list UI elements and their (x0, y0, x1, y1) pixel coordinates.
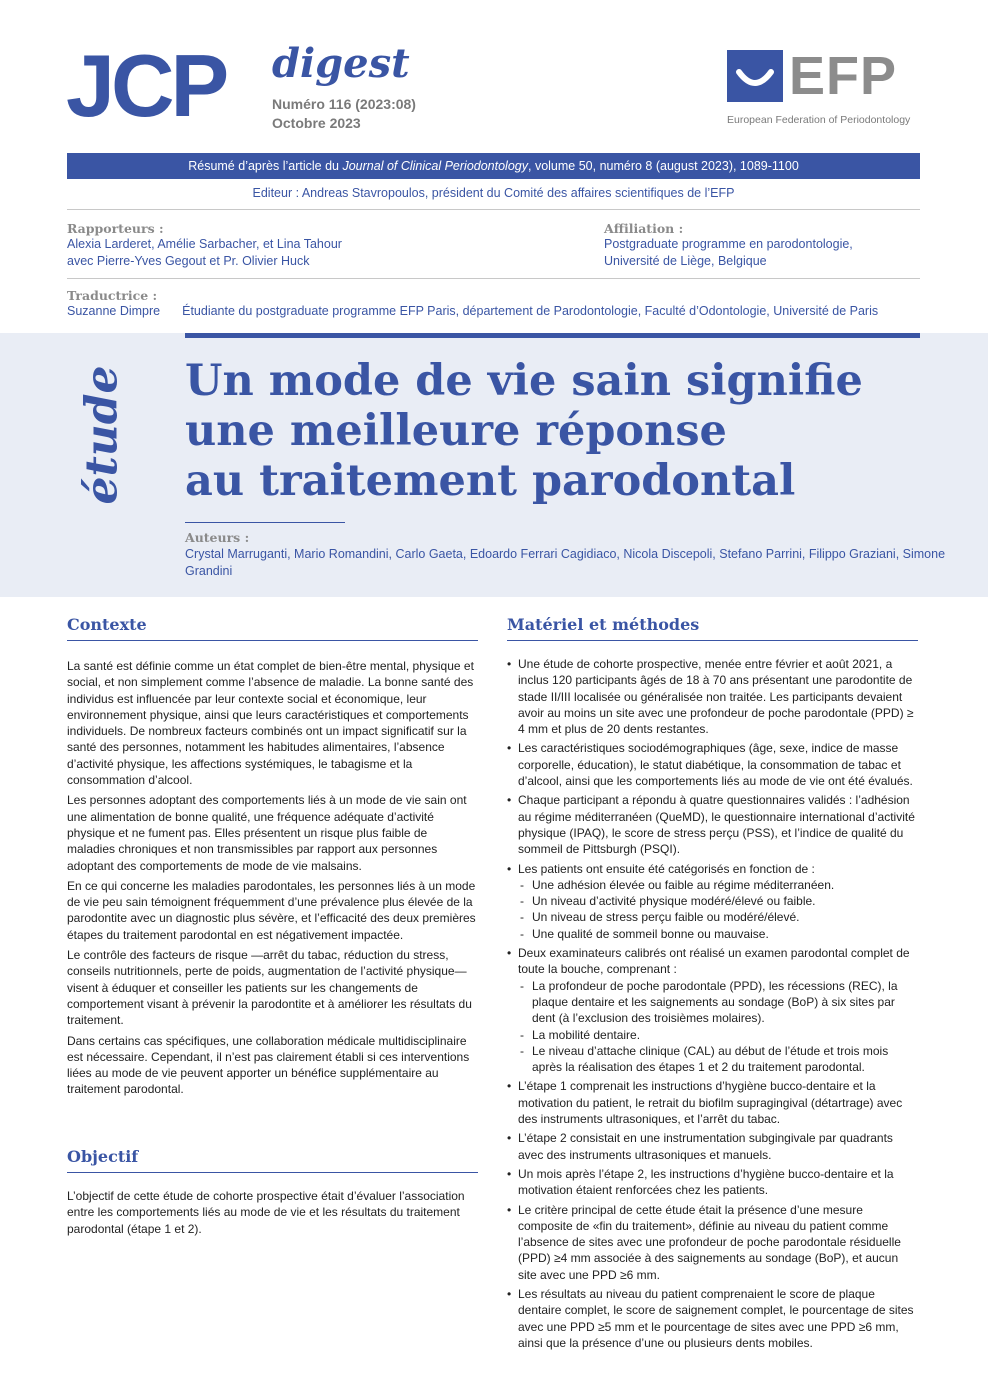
list-item: • Une étude de cohorte prospective, menée entre février et août 2021, a inclus 120 participants âgés de 18 à 70 ans présentant une parodontite de stade II/III localisée ou généralisée non traitée. Les participants devaient avoir au moins un site avec une profondeur de poche parodontale (PPD) ≥ 4 mm et plus de 20 dents restantes. (507, 656, 919, 737)
affiliation-block (604, 221, 920, 269)
list-item (507, 861, 919, 942)
section-rule (507, 640, 918, 641)
list-item-text: • Deux examinateurs calibrés ont réalisé un examen parodontal complet de toute la bouche, comprenant : (518, 946, 910, 977)
section-rule (67, 640, 478, 641)
paragraph: En ce qui concerne les maladies parodontales, les personnes liés à un mode de vie peu sain témoignent fréquemment d’une prévalence plus élevée de la parodontite avec un diagnostic plus sévère, et l’efficacité des deux premières étapes du traitement parodontal en est négativement impactée. (67, 878, 476, 942)
list-item: • Chaque participant a répondu à quatre questionnaires validés : l’adhésion au régime méditerranéen (QueMD), le questionnaire international d’activité physique (IPAQ), le score de stress perçu (PSS), et l’indice de qualité du sommeil de Pittsburgh (PSQI). (507, 792, 919, 857)
contexte-heading (67, 615, 478, 641)
list-item-text: • Les patients ont ensuite été catégorisés en fonction de : (518, 861, 815, 876)
efp-smile-mark (727, 50, 783, 102)
sub-item: - La mobilité dentaire. (518, 1027, 919, 1043)
paragraph: L’objectif de cette étude de cohorte prospective était d’évaluer l’association entre les comportements liés au mode de vie et les résultats du traitement parodontal (étape 1 et 2). (67, 1189, 465, 1236)
traductrice-name: Suzanne Dimpre (67, 304, 161, 318)
sub-item: - Une adhésion élevée ou faible au régime méditerranéen. (518, 877, 919, 893)
list-item: • Un mois après l’étape 2, les instructions d’hygiène bucco-dentaire et la motivation étaient renforcées chez les patients. (507, 1166, 919, 1199)
authors-list: Crystal Marruganti, Mario Romandini, Carlo Gaeta, Edoardo Ferrari Cagidiaco, Nicola Discepoli, Stefano Parrini, Filippo Graziani, Simone Grandini (185, 547, 946, 578)
summary-journal: Journal of Clinical Periodontology (342, 159, 528, 173)
issue-date: Octobre 2023 (272, 115, 361, 131)
section-title: Matériel et méthodes (507, 615, 700, 634)
rapporteurs-line2: avec Pierre-Yves Gegout et Pr. Olivier Huck (67, 253, 310, 268)
authors-rule (185, 522, 345, 523)
editor-line: Editeur : Andreas Stavropoulos, président du Comité des affaires scientifiques de l’EFP (252, 186, 735, 200)
divider (67, 209, 920, 210)
sub-item: - Une qualité de sommeil bonne ou mauvaise. (518, 926, 919, 942)
authors-label: Auteurs : (185, 530, 250, 545)
title-band-accent (185, 333, 920, 338)
digest-logo: digest (272, 40, 410, 87)
paragraph: La santé est définie comme un état complet de bien-être mental, physique et social, et non simplement comme l’absence de maladie. La bonne santé des individus est influencée par leur contexte social et économique, leur environnement physique, ainsi que leurs caractéristiques et comportements individuels. De nombreux facteurs combinés ont un impact significatif sur la santé des personnes, notamment les habitudes alimentaires, l’absence d’activité physique, les affections systémiques, le tabagisme et la consommation d’alcool. (67, 659, 474, 788)
sub-item: - La profondeur de poche parodontale (PPD), les récessions (REC), la plaque dentaire et les saignements au sondage (BoP) à six sites par dent (à l’exclusion des troisièmes molaires). (518, 978, 919, 1027)
affiliation-label: Affiliation : (604, 221, 684, 236)
rapporteurs-block (67, 221, 567, 269)
traductrice-block (67, 288, 927, 320)
methodes-list (507, 656, 919, 1351)
objectif-heading (67, 1147, 478, 1173)
rapporteurs-label: Rapporteurs : (67, 221, 164, 236)
section-title: Objectif (67, 1147, 139, 1166)
summary-prefix: Résumé d’après l’article du (188, 159, 343, 173)
jcp-logo: JCP (66, 36, 226, 135)
summary-suffix: , volume 50, numéro 8 (august 2023), 1089-1100 (528, 159, 799, 173)
efp-logo-text: EFP (789, 46, 898, 106)
efp-full-name: European Federation of Periodontology (727, 114, 911, 126)
rapporteurs-line1: Alexia Larderet, Amélie Sarbacher, et Lina Tahour (67, 237, 342, 251)
title-line: au traitement parodontal (185, 456, 796, 506)
objectif-body (67, 1188, 467, 1241)
sub-item: - Un niveau de stress perçu faible ou modéré/élevé. (518, 909, 919, 925)
issue-number: Numéro 116 (2023:08) (272, 96, 416, 112)
contexte-body (67, 658, 477, 1102)
list-item: • L’étape 1 comprenait les instructions d’hygiène bucco-dentaire et la motivation du patient, le retrait du biofilm supragingival (détartrage) avec des instruments ultrasoniques, et l’arrêt du tabac. (507, 1078, 919, 1127)
paragraph: Les personnes adoptant des comportements liés à un mode de vie sain ont une alimentation de bonne qualité, une fréquence adéquate d’activité physique et ne fument pas. Elles présentent un risque plus faible de maladies chroniques et non transmissibles par rapport aux personnes adoptant des comportements de mode de vie malsains. (67, 793, 467, 873)
divider (67, 278, 920, 279)
etude-vertical-label: étude (76, 365, 128, 505)
traductrice-info: Étudiante du postgraduate programme EFP Paris, département de Parodontologie, Faculté d’Odontologie, Université de Paris (182, 304, 879, 318)
sub-item: - Un niveau d’activité physique modéré/élevé ou faible. (518, 893, 919, 909)
list-item: • Le critère principal de cette étude était la présence d’une mesure composite de «fin du traitement», définie au niveau du patient comme l’absence de sites avec une profondeur de poche parodontale résiduelle (PPD) ≥4 mm associée à des saignements au sondage (BoP), et aucun site avec une PPD ≥6 mm. (507, 1202, 919, 1283)
title-line: une meilleure réponse (185, 406, 727, 456)
methodes-heading (507, 615, 918, 641)
summary-bar (67, 153, 920, 179)
list-item (507, 945, 919, 1075)
traductrice-label: Traductrice : (67, 288, 158, 303)
issue-info (272, 95, 416, 133)
title-line: Un mode de vie sain signifie (185, 356, 863, 406)
paragraph: Le contrôle des facteurs de risque —arrêt du tabac, réduction du stress, conseils nutritionnels, perte de poids, augmentation de l’activité physique— visent à éduquer et conseiller les patients sur les changements de comportement visant à prévenir la parodontite et à améliorer les résultats du traitement. (67, 948, 472, 1028)
section-rule (67, 1172, 478, 1173)
efp-logo (727, 46, 922, 130)
methodes-body (507, 656, 919, 1354)
list-item: • L’étape 2 consistait en une instrumentation subgingivale par quadrants avec des instruments ultrasoniques et manuels. (507, 1130, 919, 1163)
list-item: • Les résultats au niveau du patient comprenaient le score de plaque dentaire complet, le score de saignement complet, le pourcentage de sites avec une PPD ≥5 mm et le pourcentage de sites avec une PPD ≥6 mm, ainsi que la présence d’une ou plusieurs dents mobiles. (507, 1286, 919, 1351)
affiliation-line1: Postgraduate programme en parodontologie, (604, 237, 853, 251)
article-title (185, 356, 965, 506)
paragraph: Dans certains cas spécifiques, une collaboration médicale multidisciplinaire est nécessaire. Cependant, il n’est pas clairement établi si ces interventions liées au mode de vie peuvent apporter un bénéfice supplémentaire au traitement parodontal. (67, 1033, 470, 1097)
section-title: Contexte (67, 615, 147, 634)
sub-item: - Le niveau d’attache clinique (CAL) au début de l’étude et trois mois après la réalisation des étapes 1 et 2 du traitement parodontal. (518, 1043, 919, 1076)
affiliation-line2: Université de Liège, Belgique (604, 253, 767, 268)
list-item: • Les caractéristiques sociodémographiques (âge, sexe, indice de masse corporelle, éducation), le statut diabétique, la consommation de tabac et d’alcool, ainsi que les comportements liés au mode de vie ont été évalués. (507, 740, 919, 789)
